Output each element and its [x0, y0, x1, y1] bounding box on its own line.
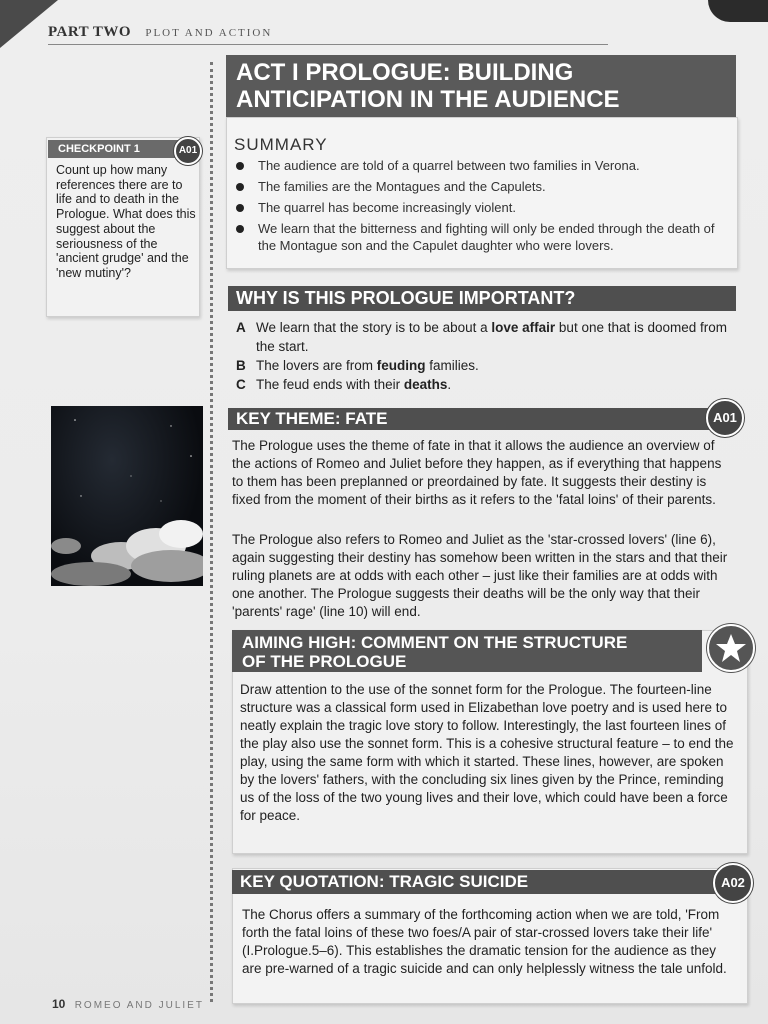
column-divider — [210, 62, 213, 1002]
bullet-icon — [236, 225, 244, 233]
why-important-list — [236, 318, 732, 394]
checkpoint-label: CHECKPOINT 1 — [48, 140, 180, 158]
page-footer — [52, 997, 204, 1011]
summary-bullet — [232, 220, 732, 254]
why-item-text: The feud ends with their — [256, 377, 404, 392]
why-item-text: We learn that the story is to be about a — [256, 320, 492, 335]
bullet-icon — [236, 183, 244, 191]
key-quotation-text: The Chorus offers a summary of the forthcoming action when we are told, 'From forth the fatal loins of these two foes/A pair of star-crossed lovers take their life' (I.Prologue.5–6). This establishes the dramatic tension for the audience as they are pre-warned of a tragic suicide and can only helplessly witness the tale unfold. — [242, 907, 727, 976]
summary-bullet — [232, 178, 732, 195]
crescent-moon-icon — [88, 438, 117, 457]
page-number: 10 — [52, 997, 66, 1011]
night-sky-image — [51, 406, 203, 586]
key-theme-title: KEY THEME: FATE — [228, 408, 728, 430]
why-item-letter: B — [236, 358, 246, 373]
why-item — [236, 375, 732, 394]
why-item-text: but one that is doomed from the start. — [256, 320, 728, 354]
summary-bullet-text: The quarrel has become increasingly violent. — [258, 200, 516, 215]
header-rule — [48, 44, 608, 45]
running-head-part: PART TWO — [48, 24, 132, 40]
book-title: ROMEO AND JULIET — [74, 1000, 204, 1011]
bullet-icon — [236, 162, 244, 170]
why-item-text: The lovers are from — [256, 358, 377, 373]
why-item-bold: deaths — [403, 377, 448, 392]
aiming-high-title — [232, 630, 702, 672]
why-item-bold: love affair — [491, 320, 556, 335]
key-theme-paragraph: The Prologue also refers to Romeo and Juliet as the 'star-crossed lovers' (line 6), again suggesting their destiny has somehow been written in the stars and that their ruling planets are at odds with each other – just like their families are at odds with one another. The Prologue suggests their deaths will be the only way that their 'parents' rage' (line 10) will end. — [232, 532, 728, 619]
bullet-icon — [236, 204, 244, 212]
summary-bullet-text: The families are the Montagues and the Capulets. — [258, 179, 546, 194]
why-item-text: . — [447, 377, 452, 392]
summary-title: SUMMARY — [234, 135, 328, 154]
why-item — [236, 356, 732, 375]
aiming-high-title-line: OF THE PROLOGUE — [242, 652, 407, 671]
running-head — [48, 24, 272, 41]
summary-bullet — [232, 157, 732, 174]
checkpoint-badge: A01 — [174, 137, 202, 165]
why-item-text: families. — [425, 358, 479, 373]
aiming-high-title-line: AIMING HIGH: COMMENT ON THE STRUCTURE — [242, 633, 628, 652]
key-theme-paragraph: The Prologue uses the theme of fate in that it allows the audience an overview of the actions of Romeo and Juliet before they happen, as if everything that happens to them has been preplanned or preordained by fate. It suggests their destiny is fixed from the moment of their births as it refers to the 'fatal loins' of their parents. — [232, 438, 722, 507]
moon-and-clouds-illustration — [51, 406, 203, 586]
main-title: ACT I PROLOGUE: BUILDING ANTICIPATION IN THE AUDIENCE — [226, 55, 736, 117]
why-item-letter: C — [236, 377, 246, 392]
key-quotation-badge: A02 — [713, 863, 753, 903]
aiming-high-text: Draw attention to the use of the sonnet form for the Prologue. The fourteen-line structure was a classical form used in Elizabethan love poetry and is used here to neatly explain the tragic love story to follow. Interestingly, the last fourteen lines of the play also use the sonnet form. This is a cohesive structural feature – to end the play, using the same form with which it started. These lines, however, are spoken by the lovers' fathers, with the concluding six lines given by the Prince, reminding us of the loss of the two young lives and their love, which could have been a force for peace. — [240, 682, 734, 823]
why-item-bold: feuding — [376, 358, 426, 373]
running-head-section: PLOT AND ACTION — [145, 27, 273, 39]
checkpoint-text: Count up how many references there are to life and to death in the Prologue. What does this suggest about the seriousness of the 'ancient grudge' and the 'new mutiny'? — [56, 163, 196, 280]
why-item — [236, 318, 732, 356]
summary-bullet-text: We learn that the bitterness and fighting will only be ended through the death of the Montague son and the Capulet daughter who were lovers. — [258, 221, 715, 253]
summary-bullet-text: The audience are told of a quarrel between two families in Verona. — [258, 158, 640, 173]
key-quotation-title: KEY QUOTATION: TRAGIC SUICIDE — [232, 870, 722, 894]
why-important-title: WHY IS THIS PROLOGUE IMPORTANT? — [228, 286, 736, 311]
summary-bullet — [232, 199, 732, 216]
summary-list — [232, 157, 732, 258]
why-item-letter: A — [236, 320, 246, 335]
corner-shadow-right — [708, 0, 768, 22]
key-theme-badge: A01 — [706, 399, 744, 437]
star-icon — [707, 624, 755, 672]
